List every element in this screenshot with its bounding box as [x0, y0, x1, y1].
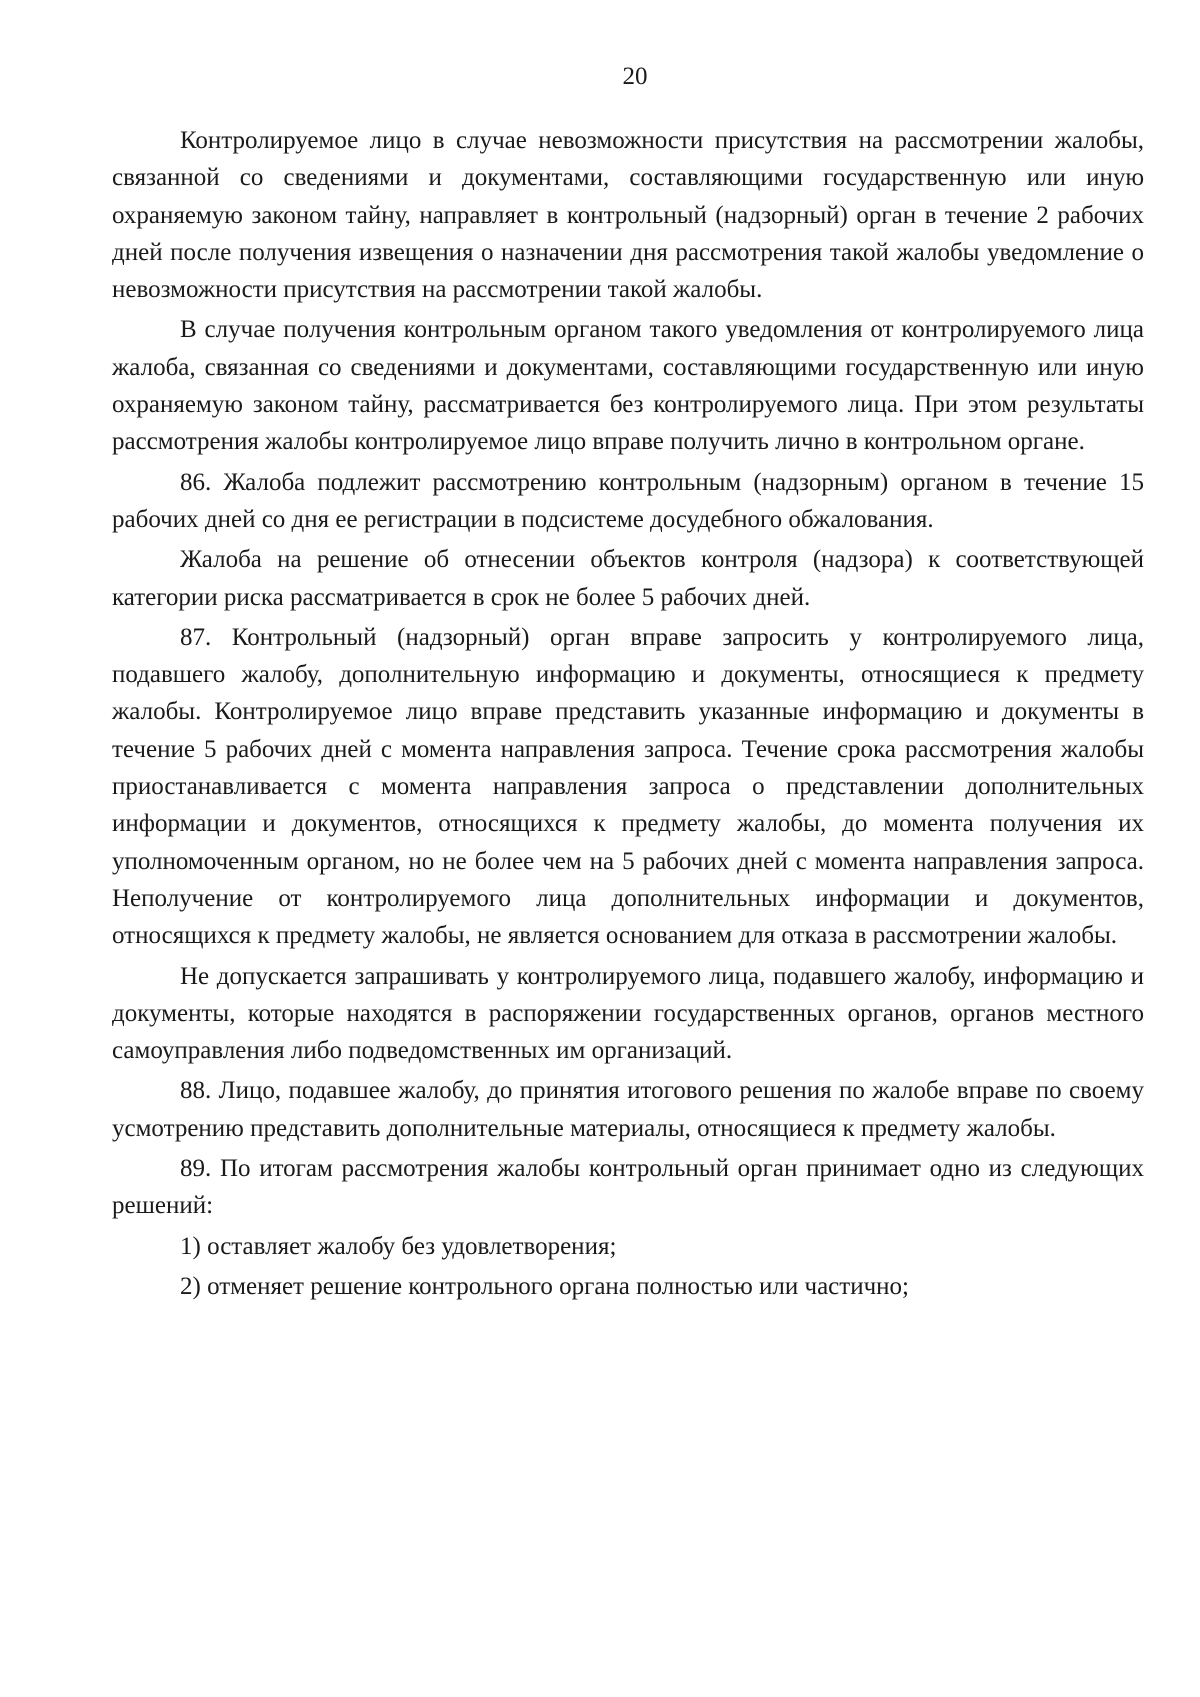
paragraph-notification-received: В случае получения контрольным органом такого уведомления от контролируемого лица жалоба, связанная со сведениями и документами, составляющими государственную или иную охраняемую законом тайну, рассматривается без контролируемого лица. При этом результаты рассмотрения жалобы контролируемое лицо вправе получить лично в контрольном органе.	[112, 316, 1144, 456]
document-body	[112, 122, 1144, 1305]
paragraph-87-additional-information: 87. Контрольный (надзорный) орган вправе запросить у контролируемого лица, подавшего жалобу, дополнительную информацию и документы, относящиеся к предмету жалобы. Контролируемое лицо вправе представить указанные информацию и документы в течение 5 рабочих дней с момента направления запроса. Течение срока рассмотрения жалобы приостанавливается с момента направления запроса о представлении дополнительных информации и документов, относящихся к предмету жалобы, до момента получения их уполномоченным органом, но не более чем на 5 рабочих дней с момента направления запроса. Неполучение от контролируемого лица дополнительных информации и документов, относящихся к предмету жалобы, не является основанием для отказа в рассмотрении жалобы.	[112, 623, 1144, 950]
list-item-decision-2: 2) отменяет решение контрольного органа полностью или частично;	[180, 1272, 909, 1300]
paragraph-request-prohibition: Не допускается запрашивать у контролируемого лица, подавшего жалобу, информацию и документы, которые находятся в распоряжении государственных органов, органов местного самоуправления либо подведомственных им организаций.	[112, 962, 1144, 1065]
paragraph-86-review-term: 86. Жалоба подлежит рассмотрению контрольным (надзорным) органом в течение 15 рабочих дней со дня ее регистрации в подсистеме досудебного обжалования.	[112, 468, 1144, 533]
paragraph-complaint-absence: Контролируемое лицо в случае невозможности присутствия на рассмотрении жалобы, связанной со сведениями и документами, составляющими государственную или иную охраняемую законом тайну, направляет в контрольный (надзорный) орган в течение 2 рабочих дней после получения извещения о назначении дня рассмотрения такой жалобы уведомление о невозможности присутствия на рассмотрении такой жалобы.	[112, 127, 1144, 304]
paragraph-risk-category-complaint: Жалоба на решение об отнесении объектов контроля (надзора) к соответствующей категории риска рассматривается в срок не более 5 рабочих дней.	[112, 546, 1144, 611]
page-number: 20	[622, 63, 648, 90]
paragraph-88-additional-materials: 88. Лицо, подавшее жалобу, до принятия итогового решения по жалобе вправе по своему усмотрению представить дополнительные материалы, относящиеся к предмету жалобы.	[112, 1077, 1144, 1142]
paragraph-89-decisions: 89. По итогам рассмотрения жалобы контрольный орган принимает одно из следующих решений:	[112, 1155, 1144, 1220]
list-item-decision-1: 1) оставляет жалобу без удовлетворения;	[180, 1232, 617, 1260]
